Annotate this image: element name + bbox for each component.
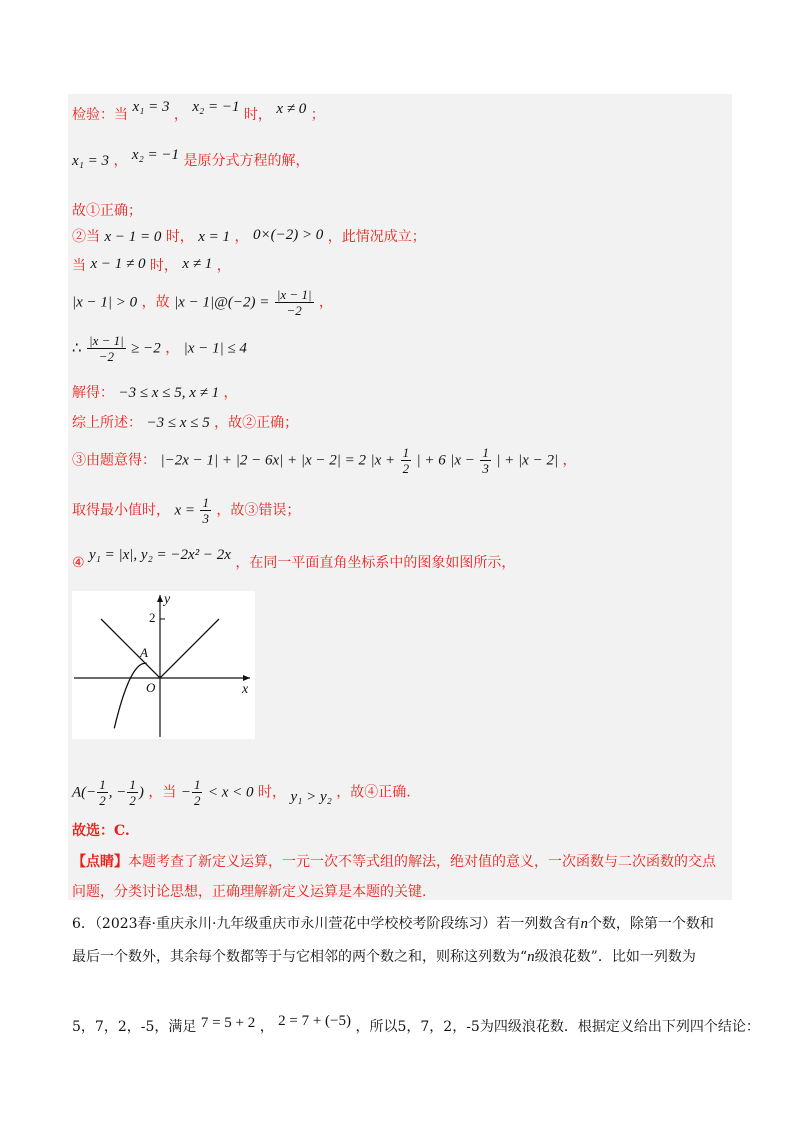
math-point-a-sep: , − bbox=[108, 784, 127, 801]
math-n: n bbox=[580, 916, 588, 932]
solution-line: x₁ = 3 ， x₂ = −1 是原分式方程的解， bbox=[72, 147, 310, 169]
fraction-denominator: 2 bbox=[193, 793, 201, 808]
math-point-a-close: ) bbox=[138, 784, 144, 801]
item-4-post: ，在同一平面直角坐标系中的图象如图所示， bbox=[235, 555, 516, 571]
conclusion-1 bbox=[72, 200, 142, 220]
case-3-pre: 当 bbox=[72, 258, 86, 274]
function-graph bbox=[72, 591, 255, 739]
origin-label: O bbox=[146, 680, 156, 695]
fraction-one-third bbox=[480, 446, 491, 475]
fraction-abs-over-neg2-b bbox=[87, 334, 126, 363]
math-interval: < x < 0 bbox=[207, 784, 254, 801]
therefore-symbol: ∴ bbox=[72, 340, 82, 357]
inequality-line: ∴ $\frac{|x - 1|}{-2}$ ≥ −2 ， |x − 1| ≤ 4 bbox=[72, 333, 247, 364]
abs-mid: ，故 bbox=[141, 294, 170, 311]
solve-label: 解得： bbox=[72, 385, 114, 401]
math-x1-b: x₁ = 3 bbox=[72, 153, 109, 169]
item-4-line bbox=[72, 547, 516, 572]
fraction-numerator: 1 bbox=[99, 777, 106, 792]
fraction-numerator: 1 bbox=[129, 777, 136, 792]
question-text-3b: ，所以5，7，2，-5为四级浪花数．根据定义给出下列四个结论： bbox=[355, 1019, 760, 1035]
question-text-1-end: 个数，除第一个数和 bbox=[587, 916, 714, 932]
math-x-neq-0: x ≠ 0 bbox=[276, 101, 307, 117]
abs-line bbox=[72, 288, 333, 317]
math-n-b: n bbox=[527, 949, 535, 965]
fraction-denominator: 2 bbox=[99, 793, 106, 808]
math-abs-open: |x + bbox=[370, 452, 396, 469]
summary-post: ，故②正确； bbox=[214, 415, 299, 431]
math-solution-range: −3 ≤ x ≤ 5, x ≠ 1 bbox=[118, 385, 220, 401]
x-axis-arrow bbox=[243, 675, 250, 681]
math-functions: y₁ = |x|, y₂ = −2x² − 2x bbox=[89, 547, 231, 563]
summary-line bbox=[72, 412, 298, 432]
case-2-time: 时， bbox=[165, 229, 194, 245]
fraction-one-third-b bbox=[200, 496, 211, 525]
conclusion-1-text: 故①正确； bbox=[72, 203, 142, 219]
question-text-2a: 最后一个数外，其余每个数都等于与它相邻的两个数之和，则称这列数为“ bbox=[72, 949, 528, 965]
fraction-denominator: −2 bbox=[286, 303, 302, 318]
minimum-post: ，故③错误； bbox=[216, 502, 301, 519]
math-abs-open-2: |x − bbox=[450, 452, 475, 469]
fraction-numerator: 1 bbox=[482, 445, 489, 460]
item-3-line bbox=[72, 446, 577, 475]
tip-label: 【点睛】 bbox=[72, 854, 128, 870]
point-a-post: ，故④正确. bbox=[336, 784, 411, 801]
fraction-half-2 bbox=[127, 778, 138, 807]
answer-text: 故选：C. bbox=[72, 823, 130, 839]
fraction-half-3 bbox=[192, 778, 203, 807]
question-line-1 bbox=[72, 913, 714, 933]
math-neg: − bbox=[180, 784, 191, 801]
case-3-line: 当 x − 1 ≠ 0 时， x ≠ 1 ， bbox=[72, 256, 231, 274]
math-x-minus-1-neq-0: x − 1 ≠ 0 bbox=[90, 256, 146, 272]
x-axis-label: x bbox=[242, 682, 249, 697]
math-abs-sum: |−2x − 1| + |2 − 6x| + |x − 2| = 2 bbox=[160, 452, 367, 469]
point-a-label: A bbox=[140, 645, 148, 660]
item-3-label: ③由题意得： bbox=[72, 452, 156, 469]
solve-end: ， bbox=[223, 385, 238, 401]
fraction-denominator: 3 bbox=[202, 511, 209, 526]
fraction-numerator: |x − 1| bbox=[89, 333, 124, 348]
math-abs-mid: | + 6 bbox=[416, 452, 446, 469]
y-axis-label: y bbox=[164, 592, 171, 607]
check-end: ； bbox=[310, 107, 325, 123]
question-text-1: 6．（2023春·重庆永川·九年级重庆市永川萱花中学校校考阶段练习）若一列数含有 bbox=[72, 916, 581, 932]
math-product: 0×(−2) > 0 bbox=[252, 227, 324, 243]
math-eq-1: 7 = 5 + 2 bbox=[200, 1015, 256, 1031]
fraction-one-half bbox=[401, 446, 412, 475]
question-text-2b: 级浪花数”．比如一列数为 bbox=[534, 949, 696, 965]
summary-label: 综上所述： bbox=[72, 415, 142, 431]
check-label: 检验：当 bbox=[72, 107, 128, 123]
math-x-eq: x = bbox=[174, 502, 195, 519]
fraction-denominator: 2 bbox=[402, 461, 410, 476]
fraction-numerator: 1 bbox=[402, 445, 410, 460]
question-sep: ， bbox=[259, 1019, 274, 1035]
math-abs-leq-4: |x − 1| ≤ 4 bbox=[183, 340, 247, 357]
fraction-abs-over-neg2 bbox=[275, 288, 314, 317]
math-point-a-open: A(− bbox=[72, 784, 97, 801]
tip-text-2: 问题，分类讨论思想，正确理解新定义运算是本题的关键. bbox=[72, 884, 427, 900]
tip-line-2 bbox=[72, 881, 426, 901]
abs-end: ， bbox=[318, 294, 333, 311]
math-y1-gt-y2: y₁ > y₂ bbox=[290, 788, 332, 805]
question-line-2 bbox=[72, 946, 696, 966]
point-a-time: 时， bbox=[258, 784, 286, 801]
fraction-numerator: |x − 1| bbox=[276, 287, 312, 302]
y-axis-arrow bbox=[157, 595, 163, 602]
tip-text-1: 本题考查了新定义运算，一元一次不等式组的解法，绝对值的意义，一次函数与二次函数的交点 bbox=[128, 854, 716, 870]
math-final-range: −3 ≤ x ≤ 5 bbox=[146, 415, 210, 431]
fraction-denominator: −2 bbox=[98, 349, 114, 364]
check-line: 检验：当 x₁ = 3 ， x₂ = −1 时， x ≠ 0 ； bbox=[72, 99, 325, 123]
point-a-line bbox=[72, 778, 411, 807]
math-x-minus-1-eq-0: x − 1 = 0 bbox=[104, 229, 162, 245]
fraction-numerator: 1 bbox=[202, 495, 209, 510]
minimum-label: 取得最小值时， bbox=[72, 502, 170, 519]
math-abs-close: | + |x − 2| bbox=[496, 452, 559, 469]
case-3-time: 时， bbox=[149, 258, 178, 274]
tip-line-1 bbox=[72, 851, 716, 871]
parabola-curve bbox=[114, 663, 146, 728]
question-text-3a: 5，7，2，-5，满足 bbox=[72, 1019, 197, 1035]
math-x2: x₂ = −1 bbox=[192, 99, 240, 115]
item-4-pre: ④ bbox=[72, 555, 85, 571]
math-x2-b: x₂ = −1 bbox=[131, 147, 180, 163]
math-geq-neg2: ≥ −2 bbox=[131, 340, 161, 357]
graph-svg bbox=[72, 591, 255, 739]
solution-text: 是原分式方程的解， bbox=[183, 153, 310, 169]
fraction-numerator: 1 bbox=[193, 777, 201, 792]
minimum-line bbox=[72, 496, 300, 525]
point-a-mid: ，当 bbox=[148, 784, 177, 801]
fraction-half-1 bbox=[97, 778, 108, 807]
fraction-denominator: 3 bbox=[482, 461, 489, 476]
case-2-line: ②当 x − 1 = 0 时， x = 1 ， 0×(−2) > 0 ，此情况成立； bbox=[72, 227, 426, 245]
math-x-eq-1: x = 1 bbox=[198, 229, 231, 245]
y-tick-label-2: 2 bbox=[149, 610, 156, 625]
check-time: 时， bbox=[243, 107, 272, 123]
case-2-pre: ②当 bbox=[72, 229, 100, 245]
math-x1: x₁ = 3 bbox=[132, 99, 170, 115]
math-x-neq-1: x ≠ 1 bbox=[182, 256, 213, 272]
math-eq-2: 2 = 7 + (−5) bbox=[278, 1013, 352, 1029]
question-line-3 bbox=[72, 1013, 760, 1036]
answer-line bbox=[72, 820, 130, 840]
case-2-post: ，此情况成立； bbox=[327, 229, 426, 245]
math-operation: |x − 1|@(−2) = bbox=[174, 294, 270, 311]
fraction-denominator: 2 bbox=[129, 793, 136, 808]
solve-line bbox=[72, 382, 238, 402]
math-abs-positive: |x − 1| > 0 bbox=[72, 294, 138, 311]
item-3-end: ， bbox=[562, 452, 577, 469]
